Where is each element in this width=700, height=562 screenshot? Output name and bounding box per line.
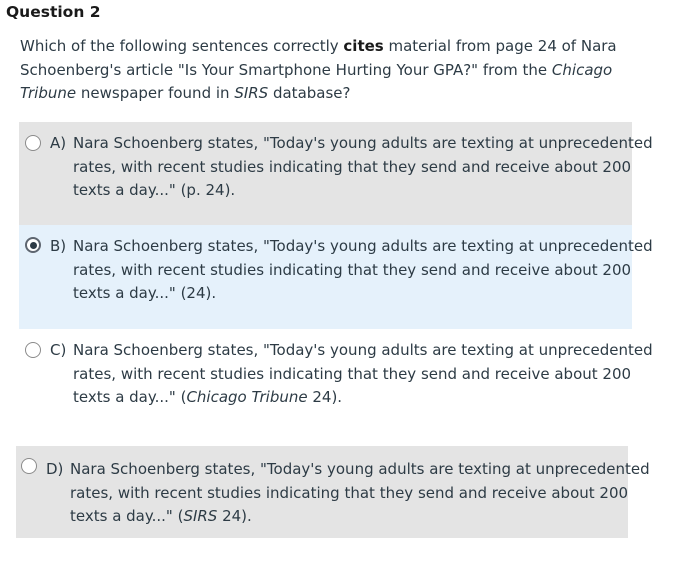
answer-letter-c: C) <box>50 341 67 359</box>
answer-text-a[interactable] <box>73 132 653 203</box>
answer-b-line-3 <box>73 282 629 306</box>
answer-a-line-3-pre: texts a day..." (p. 24). <box>73 181 236 199</box>
answer-b-line-3-pre: texts a day..." (24). <box>73 284 217 302</box>
answer-letter-b: B) <box>50 237 67 255</box>
answer-option-a[interactable] <box>19 122 653 225</box>
answer-a-line-2: rates, with recent studies indicating that they send and receive about 200 <box>73 157 632 176</box>
answer-b-line-1: Nara Schoenberg states, "Today's young adults are texting at unprecedented <box>73 237 653 255</box>
answer-b-line-2: rates, with recent studies indicating that they send and receive about 200 <box>73 260 632 279</box>
answer-d-line-3-post: 24). <box>217 507 252 525</box>
radio-button-a[interactable] <box>25 135 41 151</box>
answer-c-line-3-italic: Chicago Tribune <box>186 388 308 406</box>
answer-d-line-2: rates, with recent studies indicating that they send and receive about 200 <box>70 483 629 502</box>
radio-button-c[interactable] <box>25 342 41 358</box>
question-text-part2: material from page 24 of Nara Schoenberg's article "Is Your Smartphone Hurting Your GPA?" from the <box>20 37 617 79</box>
answer-a-line-1: Nara Schoenberg states, "Today's young adults are texting at unprecedented <box>73 134 653 152</box>
answer-c-line-3 <box>73 386 629 410</box>
question-text-part3: newspaper found in <box>76 84 235 102</box>
question-text-italic-source: Chicago Tribune <box>20 60 613 102</box>
answer-d-line-3 <box>70 505 626 529</box>
answer-text-c[interactable] <box>73 339 653 410</box>
answer-option-b[interactable] <box>19 225 653 329</box>
question-text-italic-database: SIRS <box>234 84 269 102</box>
radio-button-b-selected[interactable] <box>25 237 41 253</box>
answer-letter-a: A) <box>50 134 67 152</box>
question-title: Question 2 <box>6 3 101 21</box>
answer-text-d[interactable] <box>70 458 650 529</box>
question-text-part1: Which of the following sentences correctly <box>20 37 344 55</box>
answer-c-line-1: Nara Schoenberg states, "Today's young adults are texting at unprecedented <box>73 341 653 359</box>
answer-c-line-2: rates, with recent studies indicating that they send and receive about 200 <box>73 364 632 383</box>
answer-d-line-1: Nara Schoenberg states, "Today's young adults are texting at unprecedented <box>70 460 650 478</box>
answer-letter-d: D) <box>46 460 64 478</box>
answer-c-line-3-post: 24). <box>307 388 343 406</box>
answer-text-b[interactable] <box>73 235 653 306</box>
answer-c-line-3-pre: texts a day..." ( <box>73 388 187 406</box>
answer-a-line-3 <box>73 179 629 203</box>
radio-button-d[interactable] <box>21 458 37 474</box>
question-text-part4: database? <box>268 84 351 102</box>
answer-d-line-3-italic: SIRS <box>183 507 218 525</box>
answer-option-d[interactable] <box>16 446 650 538</box>
answer-d-line-3-pre: texts a day..." ( <box>70 507 184 525</box>
question-text <box>20 35 620 106</box>
answer-option-c[interactable] <box>19 329 653 441</box>
question-text-bold: cites <box>343 37 384 55</box>
